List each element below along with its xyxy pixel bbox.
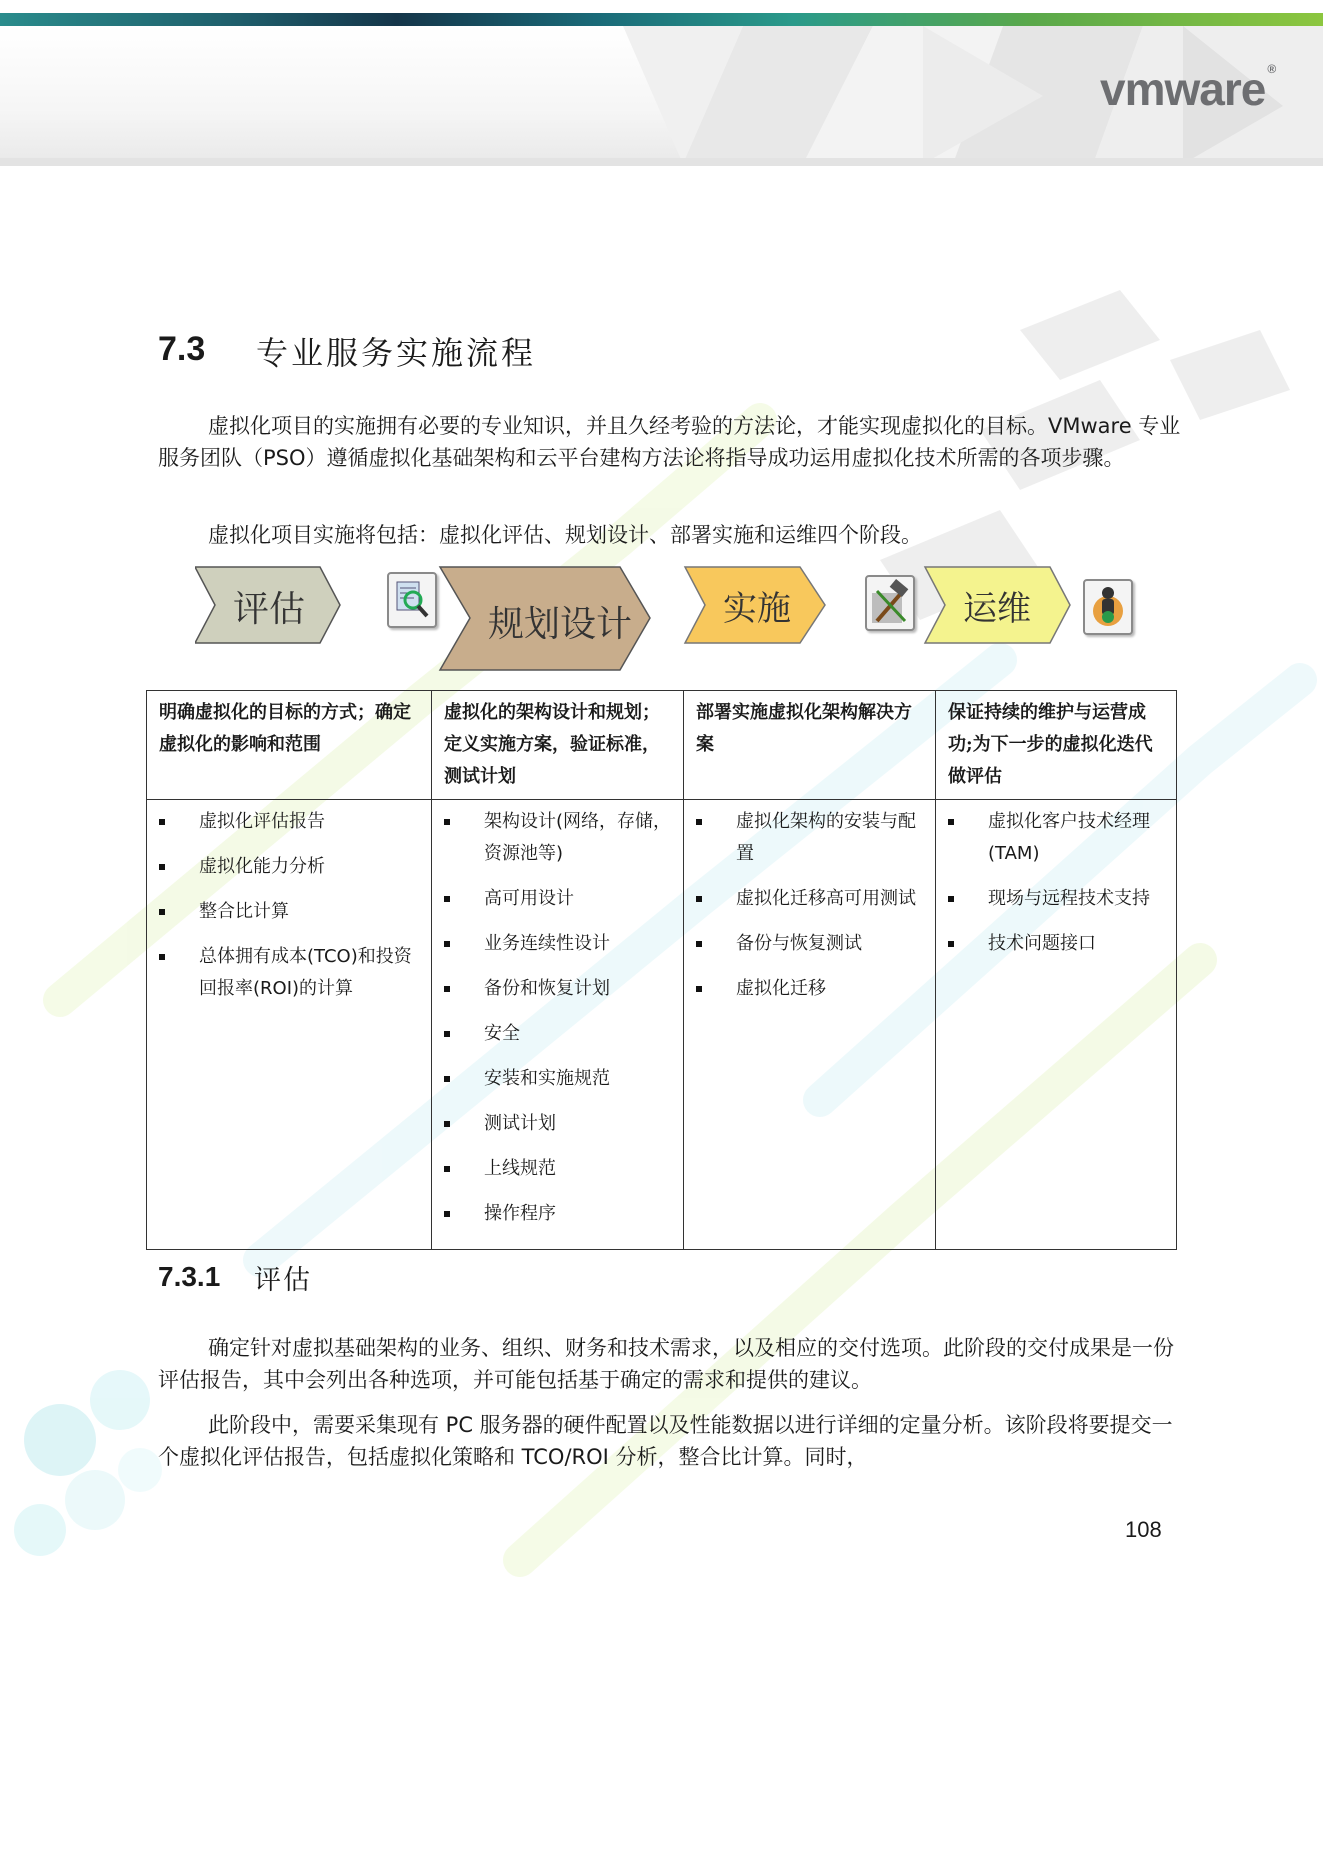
step-label-implement: 实施 [723, 589, 791, 629]
header-stripe [0, 13, 1323, 26]
body-paragraph-1: 确定针对虚拟基础架构的业务、组织、财务和技术需求，以及相应的交付选项。此阶段的交付成果是一份评估报告，其中会列出各种选项，并可能包括基于确定的需求和提供的建议。 [158, 1336, 1174, 1392]
body-paragraph-2: 此阶段中，需要采集现有 PC 服务器的硬件配置以及性能数据以进行详细的定量分析。该阶段将要提交一个虚拟化评估报告，包括虚拟化策略和 TCO/ROI 分析，整合比计算。同时， [158, 1413, 1173, 1469]
phase-table [146, 690, 1177, 1250]
list-item: 虚拟化客户技术经理(TAM) [948, 806, 1166, 870]
vmware-logo: vmware ® [1100, 62, 1276, 115]
hammer-icon [865, 575, 915, 631]
step-label-operate: 运维 [963, 589, 1031, 629]
list-item: 测试计划 [444, 1108, 673, 1140]
table-header-cell: 明确虚拟化的目标的方式；确定虚拟化的影响和范围 [147, 691, 432, 800]
table-header-cell: 保证持续的维护与运营成功;为下一步的虚拟化迭代做评估 [936, 691, 1177, 800]
list-item: 高可用设计 [444, 883, 673, 915]
section-number: 7.3 [158, 330, 206, 368]
list-item: 虚拟化迁移 [696, 973, 925, 1005]
table-header-cell: 虚拟化的架构设计和规划；定义实施方案，验证标准，测试计划 [432, 691, 684, 800]
table-cell-assess [147, 800, 432, 1250]
list-item: 上线规范 [444, 1153, 673, 1185]
process-flow [195, 563, 1145, 679]
intro-paragraph-1: 虚拟化项目的实施拥有必要的专业知识，并且久经考验的方法论，才能实现虚拟化的目标。VMware 专业服务团队（PSO）遵循虚拟化基础架构和云平台建构方法论将指导成功运用虚拟化技术所需的各项步骤。 [158, 414, 1181, 470]
list-item: 备份与恢复测试 [696, 928, 925, 960]
intro-paragraph-2: 虚拟化项目实施将包括：虚拟化评估、规划设计、部署实施和运维四个阶段。 [208, 523, 922, 547]
list-item: 技术问题接口 [948, 928, 1166, 960]
list-item: 虚拟化迁移高可用测试 [696, 883, 925, 915]
list-item: 虚拟化能力分析 [159, 851, 421, 883]
table-header-row [147, 691, 1177, 800]
section-title: 专业服务实施流程 [256, 334, 537, 372]
step-label-assess: 评估 [233, 589, 306, 630]
list-item: 安装和实施规范 [444, 1063, 673, 1095]
list-item: 架构设计(网络，存储，资源池等) [444, 806, 673, 870]
table-cell-operate [936, 800, 1177, 1250]
subsection-title: 评估 [254, 1265, 312, 1296]
list-item: 备份和恢复计划 [444, 973, 673, 1005]
table-cell-plan [432, 800, 684, 1250]
header-divider [0, 158, 1323, 166]
table-header-cell: 部署实施虚拟化架构解决方案 [684, 691, 936, 800]
step-label-plan: 规划设计 [488, 604, 633, 645]
list-item: 虚拟化评估报告 [159, 806, 421, 838]
magnifier-icon [387, 572, 437, 628]
list-item: 安全 [444, 1018, 673, 1050]
person-icon [1083, 579, 1133, 635]
list-item: 总体拥有成本(TCO)和投资回报率(ROI)的计算 [159, 941, 421, 1005]
page-number: 108 [1125, 1517, 1162, 1542]
table-row [147, 800, 1177, 1250]
list-item: 虚拟化架构的安装与配置 [696, 806, 925, 870]
list-item: 现场与远程技术支持 [948, 883, 1166, 915]
list-item: 业务连续性设计 [444, 928, 673, 960]
subsection-number: 7.3.1 [158, 1261, 221, 1292]
table-cell-implement [684, 800, 936, 1250]
list-item: 操作程序 [444, 1198, 673, 1230]
list-item: 整合比计算 [159, 896, 421, 928]
